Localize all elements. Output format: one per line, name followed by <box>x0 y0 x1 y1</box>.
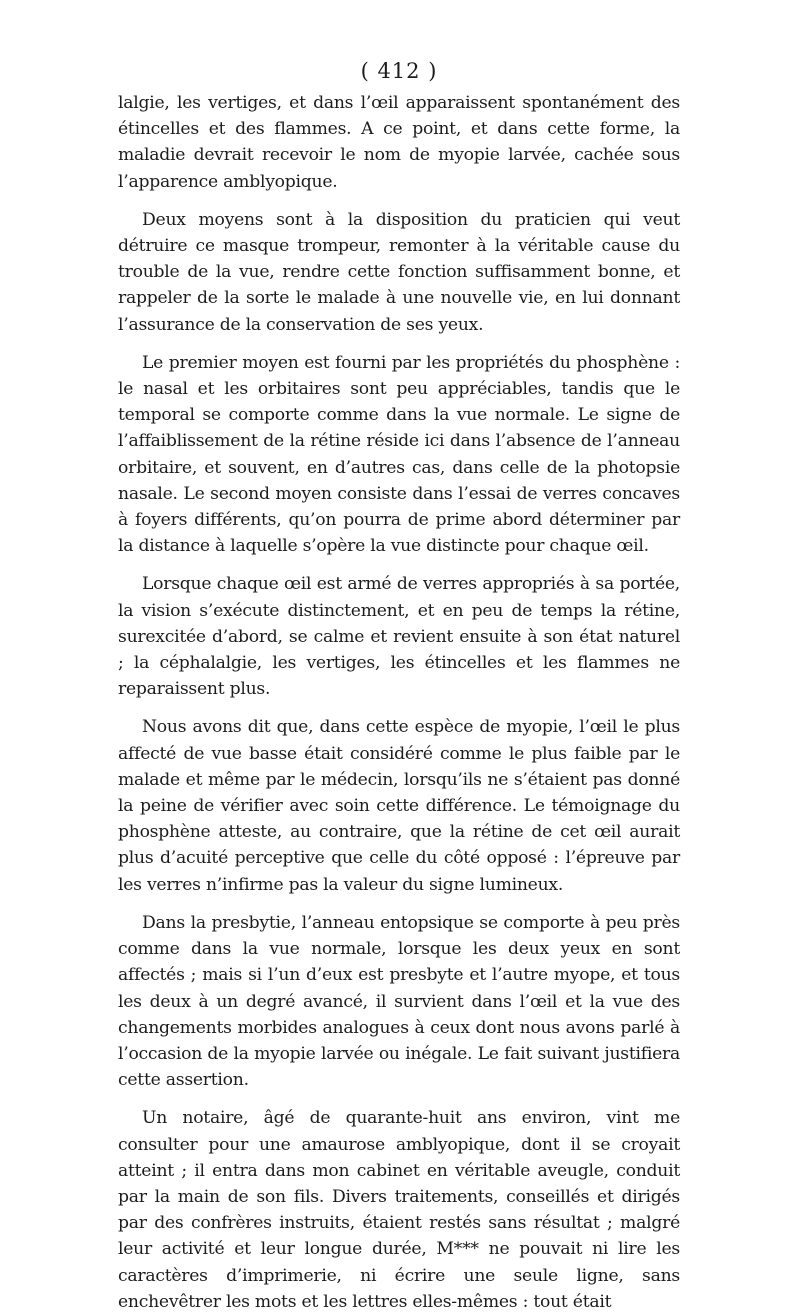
paragraph: Un notaire, âgé de quarante-huit ans environ, vint me consulter pour une amaurose amblyopique, dont il se croyait atteint ; il entra dans mon cabinet en véritable aveugle, conduit par la main de son fils. Divers traitements, conseillés et dirigés par des confrères instruits, étaient restés sans résultat ; malgré leur activité et leur longue durée, M*** ne pouvait ni lire les caractères d’imprimerie, ni écrire une seule ligne, sans enchevêtrer les mots et les lettres elles-mêmes : tout était <box>118 1108 680 1312</box>
paragraph: Lorsque chaque œil est armé de verres appropriés à sa portée, la vision s’exécute distinctement, et en peu de temps la rétine, surexcitée d’abord, se calme et revient ensuite à son état naturel ; la céphalalgie, les vertiges, les étincelles et les flammes ne reparaissent plus. <box>118 574 680 700</box>
paragraph: Dans la presbytie, l’anneau entopsique se comporte à peu près comme dans la vue normale, lorsque les deux yeux en sont affectés ; mais si l’un d’eux est presbyte et l’autre myope, et tous les deux à un degré avancé, il survient dans l’œil et la vue des changements morbides analogues à ceux dont nous avons parlé à l’occasion de la myopie larvée ou inégale. Le fait suivant justifiera cette assertion. <box>118 912 680 1091</box>
book-page <box>118 56 680 1312</box>
page-number: ( 412 ) <box>360 59 438 83</box>
page-body <box>118 90 680 1315</box>
paragraph: Nous avons dit que, dans cette espèce de myopie, l’œil le plus affecté de vue basse était considéré comme le plus faible par le malade et même par le médecin, lorsqu’ils ne s’étaient pas donné la peine de vérifier avec soin cette différence. Le témoignage du phosphène atteste, au contraire, que la rétine de cet œil aurait plus d’acuité perceptive que celle du côté opposé : l’épreuve par les verres n’infirme pas la valeur du signe lumineux. <box>118 717 680 895</box>
paragraph: Deux moyens sont à la disposition du praticien qui veut détruire ce masque trompeur, remonter à la véritable cause du trouble de la vue, rendre cette fonction suffisamment bonne, et rappeler de la sorte le malade à une nouvelle vie, en lui donnant l’assurance de la conservation de ses yeux. <box>118 209 680 335</box>
paragraph: lalgie, les vertiges, et dans l’œil apparaissent spontanément des étincelles et des flammes. A ce point, et dans cette forme, la maladie devrait recevoir le nom de myopie larvée, cachée sous l’apparence amblyopique. <box>118 93 680 192</box>
paragraph: Le premier moyen est fourni par les propriétés du phosphène : le nasal et les orbitaires sont peu appréciables, tandis que le temporal se comporte comme dans la vue normale. Le signe de l’affaiblissement de la rétine réside ici dans l’absence de l’anneau orbitaire, et souvent, en d’autres cas, dans celle de la photopsie nasale. Le second moyen consiste dans l’essai de verres concaves à foyers différents, qu’on pourra de prime abord déterminer par la distance à laquelle s’opère la vue distincte pour chaque œil. <box>118 352 680 557</box>
